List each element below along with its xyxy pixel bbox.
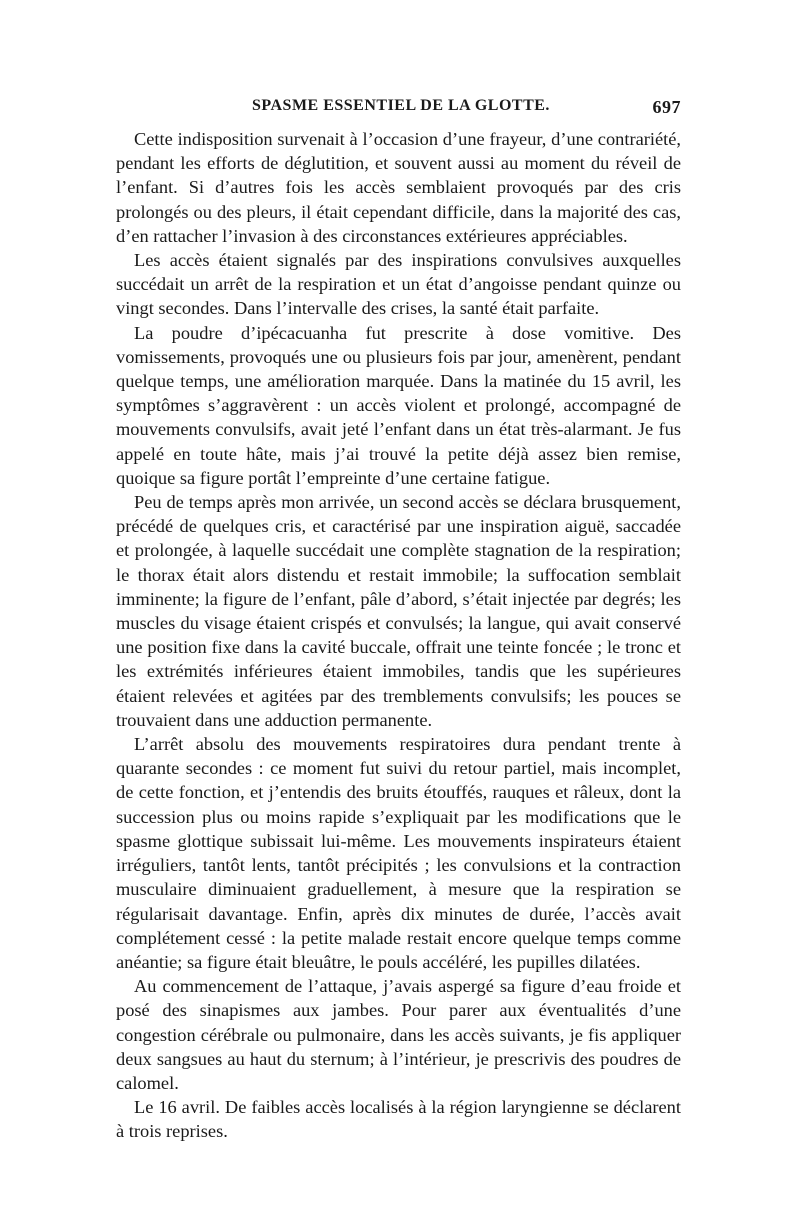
paragraph: La poudre d’ipécacuanha fut prescrite à dose vomitive. Des vomissements, provoqués une ou plusieurs fois par jour, amenèrent, pendant quelque temps, une amélioration marquée. Dans la matinée du 15 avril, les symptômes s’aggravèrent : un accès violent et prolongé, accompagné de mouvements convulsifs, avait jeté l’enfant dans un état très-alarmant. Je fus appelé en toute hâte, mais j’ai trouvé la petite déjà assez bien remise, quoique sa figure portât l’empreinte d’une certaine fatigue. bbox=[116, 322, 681, 488]
paragraph: Le 16 avril. De faibles accès localisés à la région laryngienne se déclarent à trois reprises. bbox=[116, 1097, 681, 1142]
paragraph: Cette indisposition survenait à l’occasion d’une frayeur, d’une contrariété, pendant les efforts de déglutition, et souvent aussi au moment du réveil de l’enfant. Si d’autres fois les accès semblaient provoqués par des cris prolongés ou des pleurs, il était cependant difficile, dans la majorité des cas, d’en rattacher l’invasion à des circonstances extérieures appréciables. bbox=[116, 129, 681, 246]
paragraph: L’arrêt absolu des mouvements respiratoires dura pendant trente à quarante secondes : ce moment fut suivi du retour partiel, mais incomplet, de cette fonction, et j’entendis des bruits étouffés, rauques et râleux, dont la succession plus ou moins rapide s’expliquait par les modifications que le spasme glottique subissait lui-même. Les mouvements inspirateurs étaient irréguliers, tantôt lents, tantôt précipités ; les convulsions et la contraction musculaire diminuaient graduellement, à mesure que la respiration se régularisait davantage. Enfin, après dix minutes de durée, l’accès avait complétement cessé : la petite malade restait encore quelque temps comme anéantie; sa figure était bleuâtre, le pouls accéléré, les pupilles dilatées. bbox=[116, 734, 681, 972]
paragraph: Au commencement de l’attaque, j’avais aspergé sa figure d’eau froide et posé des sinapismes aux jambes. Pour parer aux éventualités d’une congestion cérébrale ou pulmonaire, dans les accès suivants, je fis appliquer deux sangsues au haut du sternum; à l’intérieur, je prescrivis des poudres de calomel. bbox=[116, 976, 681, 1093]
paragraph: Peu de temps après mon arrivée, un second accès se déclara brusquement, précédé de quelques cris, et caractérisé par une inspiration aiguë, saccadée et prolongée, à laquelle succédait une complète stagnation de la respiration; le thorax était alors distendu et restait immobile; la suffocation semblait imminente; la figure de l’enfant, pâle d’abord, s’était injectée par degrés; les muscles du visage étaient crispés et convulsés; la langue, qui avait conservé une position fixe dans la cavité buccale, offrait une teinte foncée ; le tronc et les extrémités inférieures étaient immobiles, tandis que les supérieures étaient relevées et agitées par des tremblements convulsifs; les pouces se trouvaient dans une adduction permanente. bbox=[116, 492, 681, 730]
body-text bbox=[116, 127, 681, 1144]
page-number: 697 bbox=[652, 97, 681, 117]
running-title: SPASME ESSENTIEL DE LA GLOTTE. bbox=[252, 97, 550, 114]
paragraph: Les accès étaient signalés par des inspirations convulsives auxquelles succédait un arrêt de la respiration et un état d’angoisse pendant quinze ou vingt secondes. Dans l’intervalle des crises, la santé était parfaite. bbox=[116, 250, 681, 319]
running-header bbox=[116, 97, 681, 121]
